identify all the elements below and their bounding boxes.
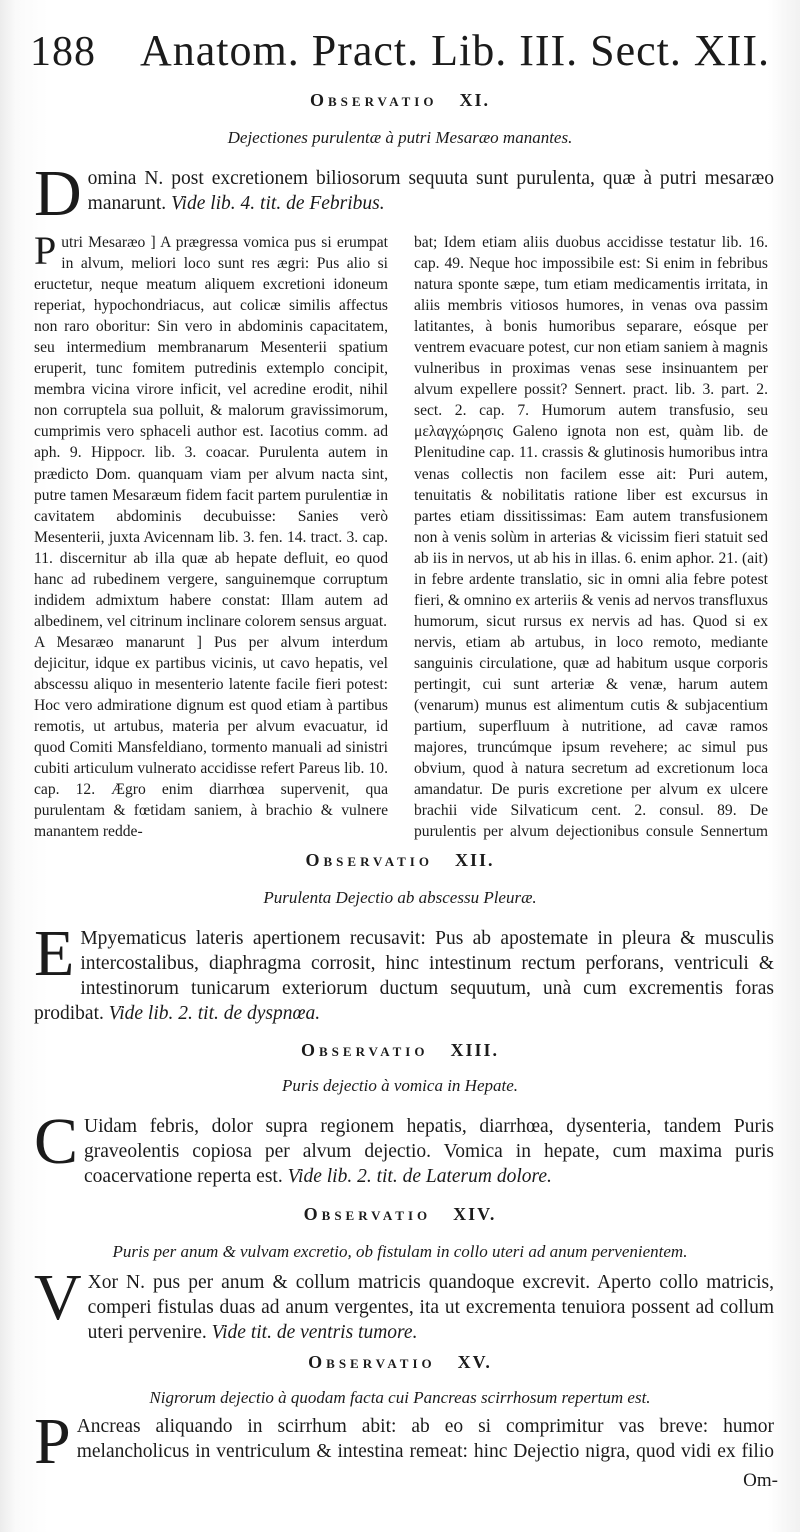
commentary-left-column bbox=[34, 232, 388, 840]
observation-12-title bbox=[0, 850, 800, 871]
observation-13-title bbox=[0, 1040, 800, 1061]
commentary-paragraph bbox=[414, 232, 768, 840]
observation-12-lead bbox=[34, 917, 774, 1026]
cross-reference: Vide tit. de ventris tumore. bbox=[211, 1322, 418, 1343]
observation-number: XIII. bbox=[450, 1040, 499, 1060]
observation-number: XV. bbox=[457, 1352, 492, 1372]
cross-reference: Vide lib. 4. tit. de Febribus. bbox=[171, 193, 385, 214]
observation-label: Observatio bbox=[310, 90, 438, 110]
observation-label: Observatio bbox=[303, 1204, 432, 1224]
observation-14-subtitle: Puris per anum & vulvam excretio, ob fistulam in collo uteri ad anum pervenientem. bbox=[112, 1242, 688, 1261]
lead-text: Mpyematicus lateris apertionem recusavit: Pus ab apostemate in pleura & musculis intercostalibus, diaphragma corrosit, hinc intestinum rectum perforans, ventriculi & intestinorum tunicarum exteriorum ductum sequutum, unà cum excrementis foras prodibat. bbox=[34, 928, 774, 1024]
dropcap: V bbox=[34, 1261, 82, 1334]
page-header bbox=[30, 16, 770, 76]
observation-number: XIV. bbox=[453, 1204, 497, 1224]
observation-label: Observatio bbox=[301, 1040, 429, 1060]
observation-15-subtitle: Nigrorum dejectio à quodam facta cui Pancreas scirrhosum repertum est. bbox=[149, 1388, 651, 1407]
initial-letter: P bbox=[34, 232, 57, 273]
paragraph-text: A Mesaræo manarunt ] Pus per alvum interdum dejicitur, idque ex partibus vicinis, ut cavo hepatis, vel abscessu aliquo in mesenterio latente facile fieri potest: Hoc vero admiratione dignum est quod etiam à partibus remotis, ut artubus, materia per alvum evacuatur, id quod Comiti Mansfeldiano, tormento manuali ad sinistri cubiti articulum vulnerato accidisse refert Pareus lib. 10. cap. 12. Ægro enim diarrhœa supervenit, qua purulentam & fœtidam saniem, à brachio & vulnere manantem redde- bbox=[34, 633, 388, 840]
lead-text: Xor N. pus per anum & collum matricis quandoque excrevit. Aperto collo matricis, comperi fistulas duas ad anum vergentes, ita ut excrementa tenuiora possent ad collum uteri pervenire. bbox=[87, 1272, 774, 1343]
observation-label: Observatio bbox=[305, 850, 433, 870]
observation-15-lead bbox=[34, 1414, 774, 1464]
running-head: Anatom. Pract. Lib. III. Sect. XII. bbox=[139, 26, 770, 75]
observation-14-lead bbox=[34, 1261, 774, 1345]
observation-13-lead bbox=[34, 1105, 774, 1189]
observation-number: XII. bbox=[454, 850, 495, 870]
cross-reference: Vide lib. 2. tit. de Laterum dolore. bbox=[287, 1166, 552, 1187]
observation-14-title bbox=[0, 1204, 800, 1225]
observation-11-lead bbox=[34, 157, 774, 230]
page-number: 188 bbox=[30, 29, 96, 75]
observation-15-title bbox=[0, 1352, 800, 1373]
commentary-paragraph bbox=[34, 232, 388, 632]
dropcap: C bbox=[34, 1105, 79, 1178]
cross-reference: Vide lib. 2. tit. de dyspnœa. bbox=[108, 1003, 321, 1024]
catchword: Om- bbox=[743, 1470, 778, 1491]
paragraph-text: bat; Idem etiam aliis duobus accidisse testatur lib. 16. cap. 49. Neque hoc impossibile est: Si enim in febribus natura sponte sæpe, tum etiam medicamentis irritata, in aliis membris vitiosos humores, in venas ova passim latitantes, à bonis humoribus separare, eósque per ventrem evacuare potest, cur non etiam saniem à magnis vulneribus in proximas venas sese insinuantem per alvum expellere possit? Sennert. pract. lib. 3. part. 2. sect. 2. cap. 7. Humorum autem transfusio, seu μελαγχώρησις Galeno ignota non est, quàm lib. de Plenitudine cap. 11. crassis & glutinosis humoribus intra venas collectis non facilem esse ait: Puri autem, tenuitatis & nobilitatis ratione liber est excursus in partes etiam dissitissimas: Eam autem transfusionem non à venis solùm in arterias & vicissim fieri statuit sed ab iis in nervos, ut ab his in illas. 6. enim aphor. 21. (ait) in febre ardente translatio, sic in omni alia febre potest fieri, & omnino ex arteriis & venis ad nervos transfluxus humorum, sicut rursus ex nervis ad has. Quod si ex nervis, etiam ab artubus, in loco remoto, mediante sanguinis circulatione, quæ ad habitum usque corporis pertingit, cui sunt arteriæ & venæ, harum autem (venarum) munus est alimentum cutis & subjacentium partium, superfluum à nutritione, ad cavæ ramos majores, truncúmque ipsum revehere; ac simul pus obvium, quod à natura secretum ad excretionum loca amandatur. De puris excretione per alvum ex ulcere brachii vide Silvaticum cent. 2. consul. 89. De purulentis per alvum dejectionibus consule Sennertum bbox=[414, 234, 768, 840]
observation-13-subtitle: Puris dejectio à vomica in Hepate. bbox=[281, 1076, 519, 1095]
commentary-paragraph bbox=[34, 632, 388, 840]
observation-label: Observatio bbox=[308, 1352, 436, 1372]
paragraph-text: utri Mesaræo ] A prægressa vomica pus si erumpat in alvum, meliori loco sunt res ægri: Pus alio si eructetur, neque meatum aliquem excretioni idoneum reperiat, hypochondriacus, aut colicæ similis affectus non raro oboritur: Sin vero in abdominis capacitatem, seu intermedium membranarum Mesenterii spatium eruperit, tunc fomitem putredinis extemplo concipit, membra vicina virore inficit, vel acredine erodit, nihil non corruptela sua polluit, & malorum gravissimorum, cumprimis vero sphaceli author est. Iacotius comm. ad aph. 9. Hippocr. lib. 3. coacar. Purulenta autem in prædicto Dom. quanquam viam per alvum nacta sint, putre tamen Mesaræum fidem facit partem purulentiæ in cavitatem abdominis decubuisse: Sanies verò Mesenterii, juxta Avicennam lib. 3. fen. 14. tract. 3. cap. 11. discernitur ab illa quæ ab hepate defluit, eo quod hanc ad rubedinem vergere, sanguinemque corruptum indidem admixtum habere constat: Illam autem ad albedinem, vel citrinum inclinare colorem sensus arguat. bbox=[34, 234, 388, 630]
dropcap: P bbox=[34, 1414, 71, 1464]
dropcap: D bbox=[34, 157, 82, 230]
lead-text: Ancreas aliquando in scirrhum abit: ab eo si comprimitur vas breve: humor melancholicus in ventriculum & intestina remeat: hinc Dejectio nigra, quod vidi ex filio bbox=[76, 1416, 774, 1462]
lead-text: Uidam febris, dolor supra regionem hepatis, diarrhœa, dysenteria, tandem Puris graveolentis copiosa per alvum dejectio. Vomica in hepate, cum maxima puris coacervatione reperta est. bbox=[84, 1116, 774, 1187]
commentary-right-column bbox=[414, 232, 768, 840]
observation-11-title bbox=[0, 90, 800, 111]
observation-12-subtitle: Purulenta Dejectio ab abscessu Pleuræ. bbox=[263, 888, 537, 907]
observation-11-subtitle: Dejectiones purulentæ à putri Mesaræo manantes. bbox=[227, 128, 573, 147]
dropcap: E bbox=[34, 917, 75, 990]
observation-number: XI. bbox=[459, 90, 490, 110]
lead-text: omina N. post excretionem biliosorum sequuta sunt purulenta, quæ à putri mesaræo manarunt. bbox=[87, 168, 774, 214]
